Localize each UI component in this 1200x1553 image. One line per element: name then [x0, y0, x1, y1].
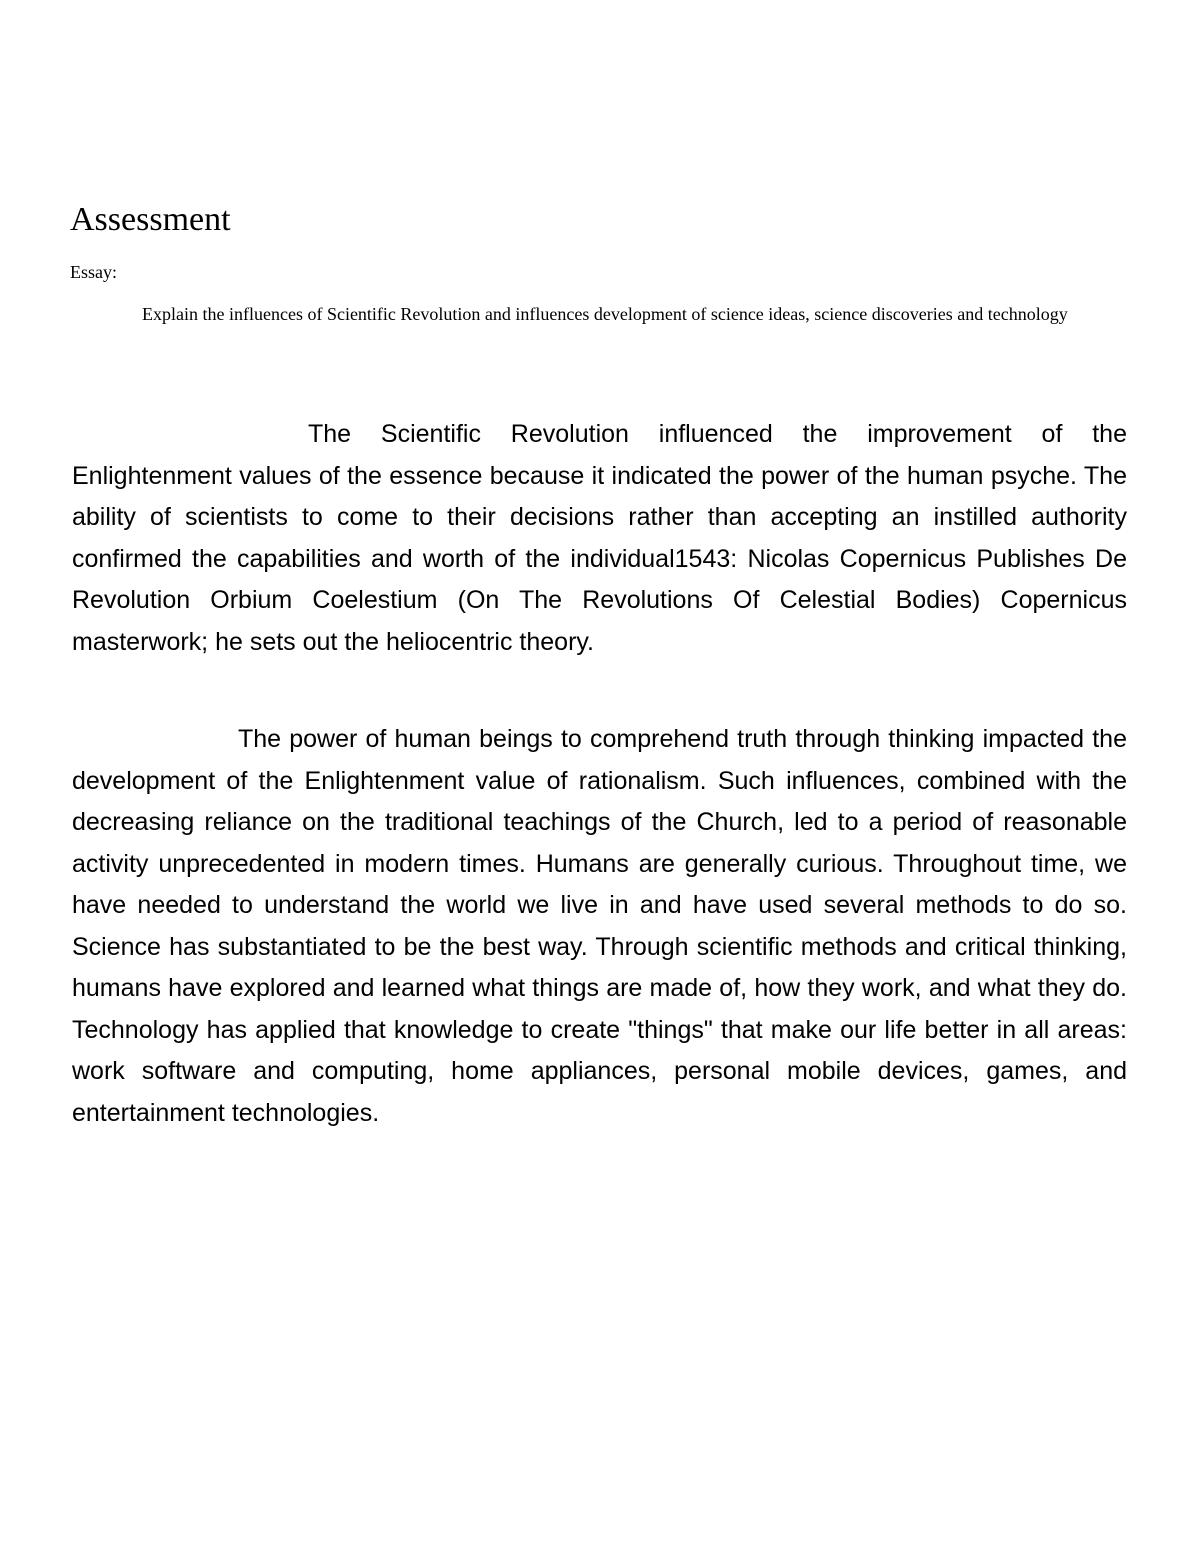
essay-label: Essay:	[70, 262, 117, 282]
document-title: Assessment	[70, 201, 231, 238]
essay-prompt: Explain the influences of Scientific Revolution and influences development of science ideas, science discoveries and technology	[142, 304, 1068, 324]
essay-paragraph-2: The power of human beings to comprehend truth through thinking impacted the development of the Enlightenment value of rationalism. Such influences, combined with the decreasing reliance on the traditional teachings of the Church, led to a period of reasonable activity unprecedented in modern times. Humans are generally curious. Throughout time, we have needed to understand the world we live in and have used several methods to do so. Science has substantiated to be the best way. Through scientific methods and critical thinking, humans have explored and learned what things are made of, how they work, and what they do. Technology has applied that knowledge to create "things" that make our life better in all areas: work software and computing, home appliances, personal mobile devices, games, and entertainment technologies.	[72, 725, 1127, 1127]
essay-paragraph-1: The Scientific Revolution influenced the improvement of the Enlightenment values of the essence because it indicated the power of the human psyche. The ability of scientists to come to their decisions rather than accepting an instilled authority confirmed the capabilities and worth of the individual1543: Nicolas Copernicus Publishes De Revolution Orbium Coelestium (On The Revolutions Of Celestial Bodies) Copernicus masterwork; he sets out the heliocentric theory.	[72, 420, 1127, 656]
